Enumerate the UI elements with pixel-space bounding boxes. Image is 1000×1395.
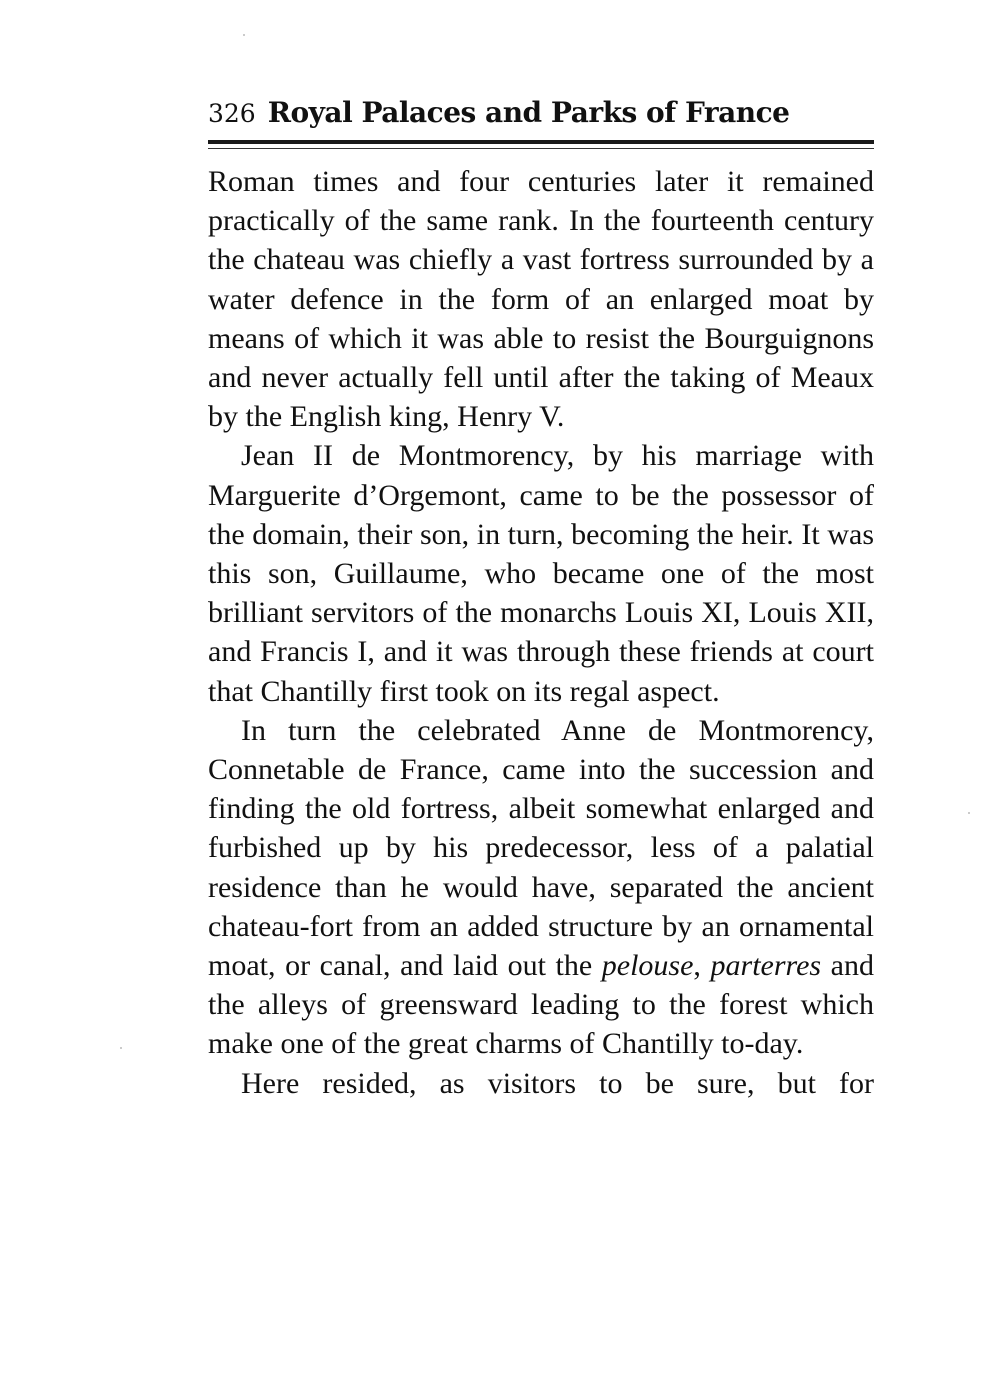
italic-term-pelouse: pelouse <box>601 949 694 983</box>
header-rule-thin <box>208 148 874 149</box>
paper-speck <box>243 34 245 36</box>
paper-speck <box>120 1047 122 1049</box>
paragraph-2: Jean II de Montmorency, by his marriage with Marguerite d’Orgemont, came to be the possessor of the domain, their son, in turn, becoming the heir. It was this son, Guillaume, who became one of the most brilliant servitors of the monarchs Louis XI, Louis XII, and Francis I, and it was through these friends at court that Chantilly first took on its regal aspect. <box>208 439 874 708</box>
italic-term-parterres: parterres <box>710 949 822 983</box>
paragraph-3 <box>208 711 874 1064</box>
paragraph-3-separator: , <box>693 949 711 983</box>
header-rule-thick <box>208 140 874 144</box>
running-head <box>208 96 874 136</box>
paragraph-1: Roman times and four centuries later it remained practically of the same rank. In the fourteenth century the chateau was chiefly a vast fortress surrounded by a water defence in the form of an enlarged moat by means of which it was able to resist the Bourguignons and never actually fell until after the taking of Meaux by the English king, Henry V. <box>208 165 874 434</box>
paper-speck <box>968 812 970 814</box>
book-title: Royal Palaces and Parks of France <box>267 96 790 129</box>
paragraph-3-text-b: and the alleys of greensward leading to the forest which make one of the great charms of Chantilly to-day. <box>208 949 874 1061</box>
paragraph-3-text-a: In turn the celebrated Anne de Montmorency, Connetable de France, came into the succession and finding the old fortress, albeit somewhat enlarged and furbished up by his predecessor, less of a palatial residence than he would have, separated the ancient chateau-fort from an added structure by an ornamental moat, or canal, and laid out the <box>208 713 874 983</box>
page-number: 326 <box>208 99 256 128</box>
paragraph-4: Here resided, as visitors to be sure, but for <box>241 1066 874 1100</box>
body-text <box>208 162 874 1103</box>
